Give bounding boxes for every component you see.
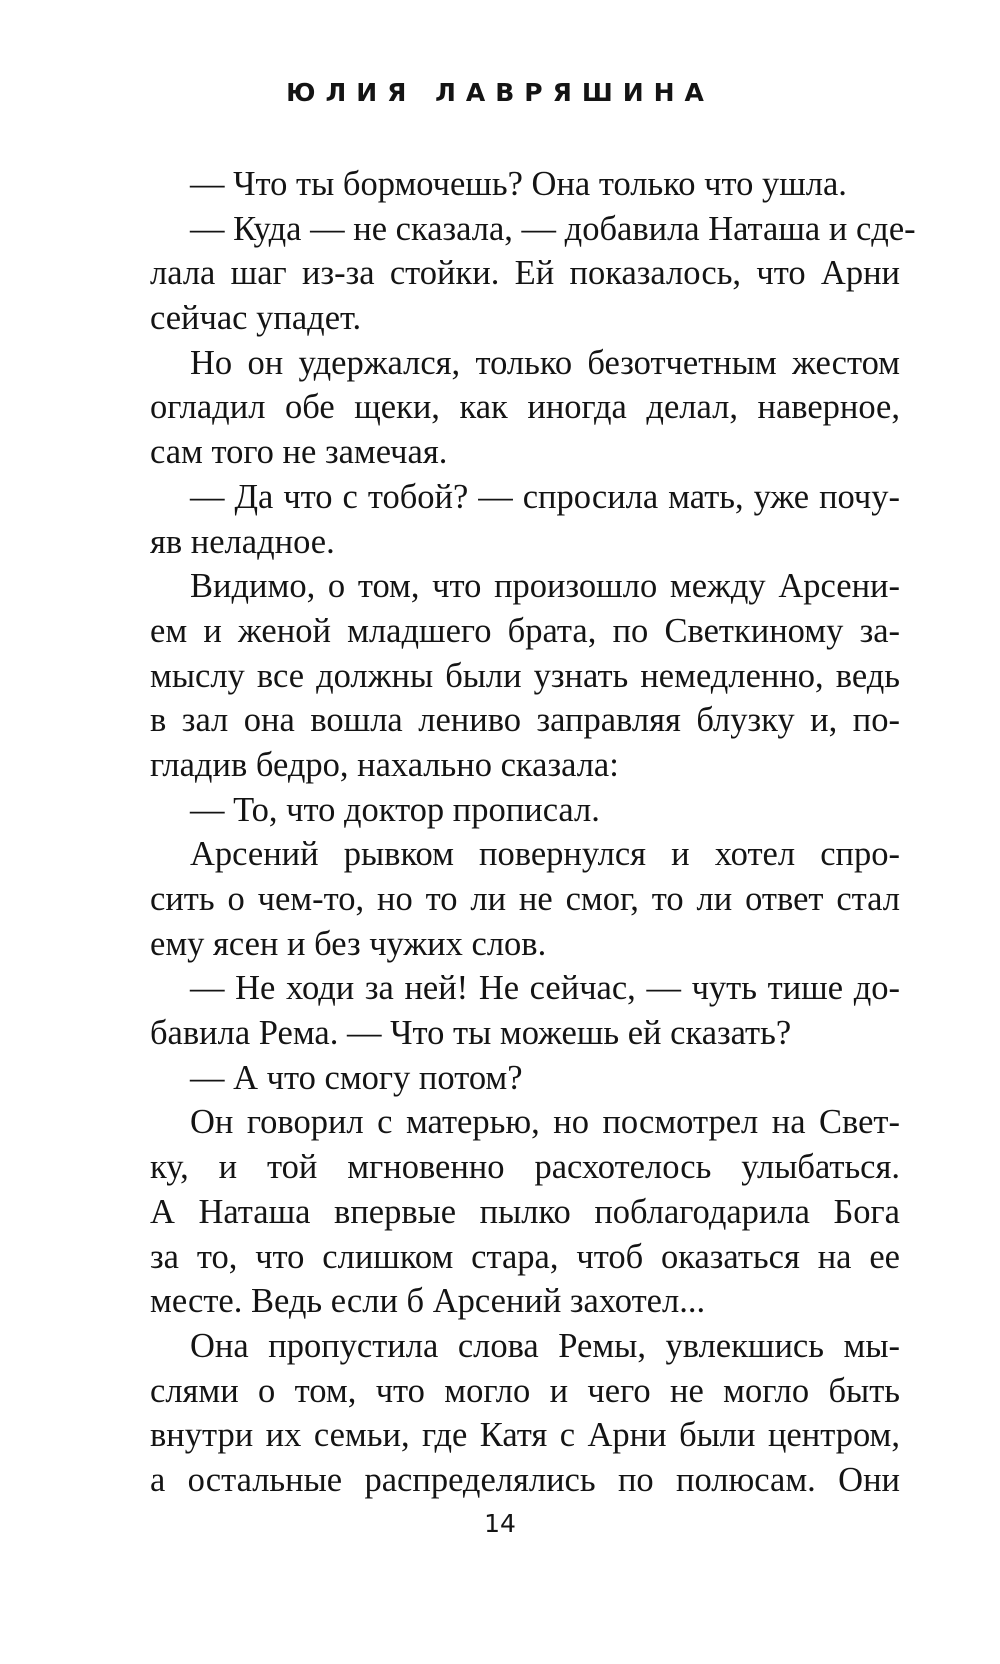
text-line: а остальные распределялись по полюсам. Они	[150, 1460, 900, 1499]
text-line: гладив бедро, нахально сказала:	[150, 745, 619, 784]
text-line: Она пропустила слова Ремы, увлекшись мы-	[190, 1326, 900, 1365]
text-line: сить о чем-то, но то ли не смог, то ли ответ стал	[150, 880, 900, 918]
text-line: месте. Ведь если б Арсений захотел...	[150, 1282, 706, 1321]
text-line: Арсений рывком повернулся и хотел спро-	[190, 835, 900, 874]
text-line: — А что смогу потом?	[190, 1058, 523, 1097]
text-line: слями о том, что могло и чего не могло быть	[150, 1371, 900, 1410]
text-line: — Куда — не сказала, — добавила Наташа и сде-	[190, 209, 916, 248]
text-line: — Не ходи за ней! Не сейчас, — чуть тише до-	[190, 969, 900, 1008]
text-line: сейчас упадет.	[150, 299, 362, 338]
text-line: ему ясен и без чужих слов.	[150, 924, 547, 963]
running-header: ЮЛИЯ ЛАВРЯШИНА	[286, 78, 714, 107]
text-line: лала шаг из-за стойки. Ей показалось, что Арни	[150, 254, 900, 293]
text-line: — Да что с тобой? — спросила мать, уже почу-	[190, 477, 900, 516]
text-line: яв неладное.	[150, 522, 335, 561]
page-number: 14	[484, 1509, 516, 1538]
text-line: бавила Рема. — Что ты можешь ей сказать?	[150, 1014, 792, 1053]
text-line: Но он удержался, только безотчетным жестом	[190, 343, 900, 382]
text-line: — Что ты бормочешь? Она только что ушла.	[190, 165, 847, 203]
text-line: — То, что доктор прописал.	[190, 790, 600, 829]
text-line: за то, что слишком стара, чтоб оказаться на ее	[150, 1237, 900, 1276]
text-line: мыслу все должны были узнать немедленно, ведь	[150, 656, 900, 695]
body-text	[150, 162, 916, 1503]
text-line: внутри их семьи, где Катя с Арни были центром,	[150, 1416, 900, 1455]
text-line: сам того не замечая.	[150, 433, 448, 472]
text-line: Он говорил с матерью, но посмотрел на Свет-	[190, 1103, 900, 1142]
text-line: ем и женой младшего брата, по Светкиному за-	[150, 611, 900, 650]
text-line: огладил обе щеки, как иногда делал, наверное,	[150, 388, 900, 427]
text-line: Видимо, о том, что произошло между Арсени-	[190, 567, 900, 606]
text-line: А Наташа впервые пылко поблагодарила Бога	[150, 1192, 900, 1231]
text-line: в зал она вошла лениво заправляя блузку и, по-	[150, 701, 900, 740]
text-line: ку, и той мгновенно расхотелось улыбаться.	[150, 1148, 900, 1187]
